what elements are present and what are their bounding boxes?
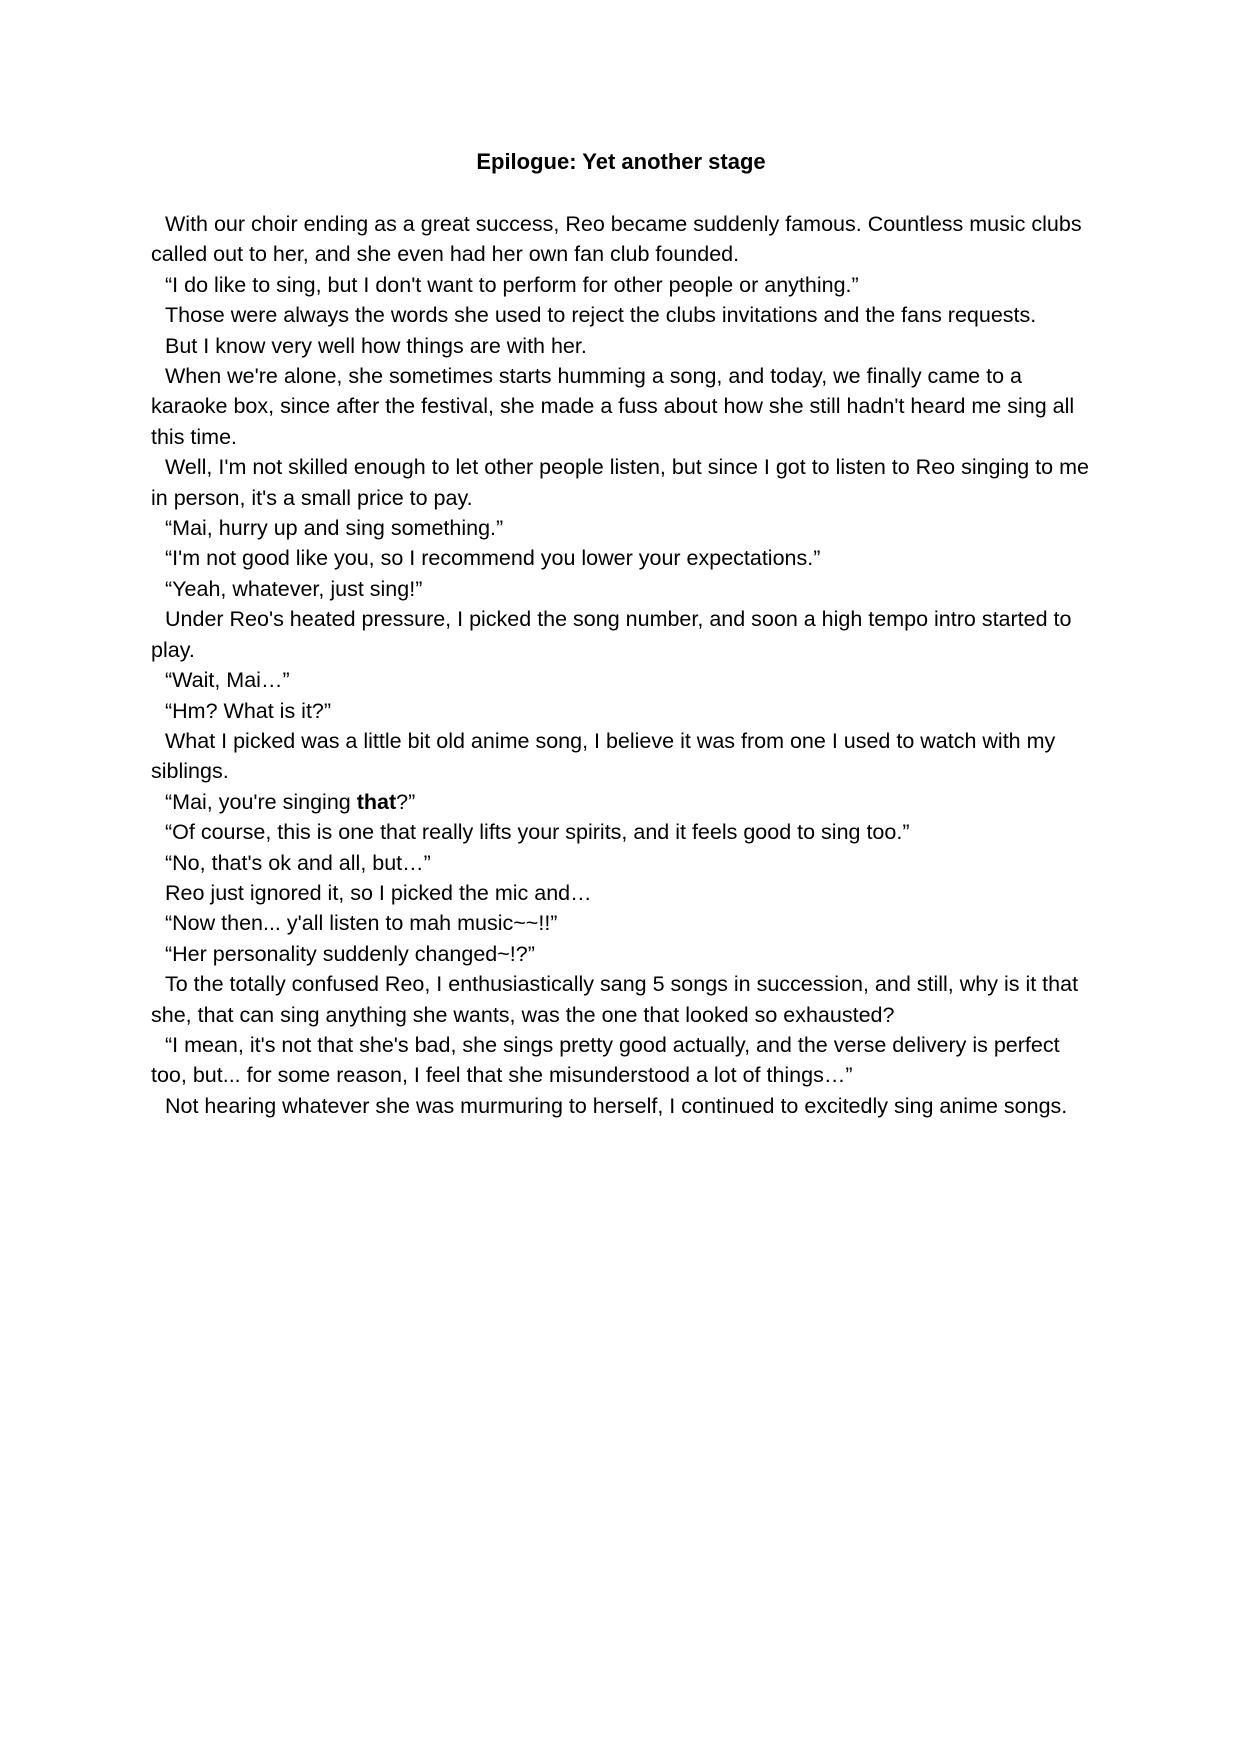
paragraph: “Wait, Mai…” xyxy=(165,668,290,693)
paragraph-with-emphasis xyxy=(151,787,1096,817)
paragraph: Under Reo's heated pressure, I picked the song number, and soon a high tempo intro started to play. xyxy=(151,607,1072,662)
paragraph: With our choir ending as a great success, Reo became suddenly famous. Countless music clubs called out to her, and she even had her own fan club founded. xyxy=(151,212,1082,267)
paragraph: When we're alone, she sometimes starts humming a song, and today, we finally came to a karaoke box, since after the festival, she made a fuss about how she still hadn't heard me sing all this time. xyxy=(151,364,1075,449)
paragraph: “No, that's ok and all, but…” xyxy=(165,850,431,875)
paragraph: Not hearing whatever she was murmuring to herself, I continued to excitedly sing anime songs. xyxy=(165,1093,1068,1118)
paragraph: “Mai, hurry up and sing something.” xyxy=(165,516,504,541)
paragraph: “Of course, this is one that really lifts your spirits, and it feels good to sing too.” xyxy=(165,820,910,845)
paragraph: But I know very well how things are with her. xyxy=(165,333,587,358)
paragraph: “Yeah, whatever, just sing!” xyxy=(165,576,423,601)
paragraph: “I mean, it's not that she's bad, she sings pretty good actually, and the verse delivery is perfect too, but... for some reason, I feel that she misunderstood a lot of things…” xyxy=(151,1032,1060,1088)
paragraph: “Her personality suddenly changed~!?” xyxy=(165,941,535,966)
chapter-body xyxy=(151,209,1096,1121)
paragraph: “Hm? What is it?” xyxy=(165,698,332,723)
paragraph-segment: “Mai, you're singing xyxy=(165,789,357,814)
paragraph: Reo just ignored it, so I picked the mic and… xyxy=(165,880,592,905)
chapter-title: Epilogue: Yet another stage xyxy=(476,149,766,174)
emphasized-word: that xyxy=(356,789,397,814)
paragraph-segment: ?” xyxy=(396,789,416,814)
paragraph: “I'm not good like you, so I recommend you lower your expectations.” xyxy=(165,546,821,571)
paragraph: Well, I'm not skilled enough to let other people listen, but since I got to listen to Reo singing to me in person, it's a small price to pay. xyxy=(151,455,1089,510)
paragraph: To the totally confused Reo, I enthusiastically sang 5 songs in succession, and still, why is it that she, that can sing anything she wants, was the one that looked so exhausted? xyxy=(151,972,1079,1027)
paragraph: Those were always the words she used to reject the clubs invitations and the fans requests. xyxy=(165,303,1037,328)
paragraph: “I do like to sing, but I don't want to perform for other people or anything.” xyxy=(165,272,859,297)
paragraph: What I picked was a little bit old anime song, I believe it was from one I used to watch with my siblings. xyxy=(151,728,1056,784)
paragraph: “Now then... y'all listen to mah music~~!!” xyxy=(165,911,558,936)
